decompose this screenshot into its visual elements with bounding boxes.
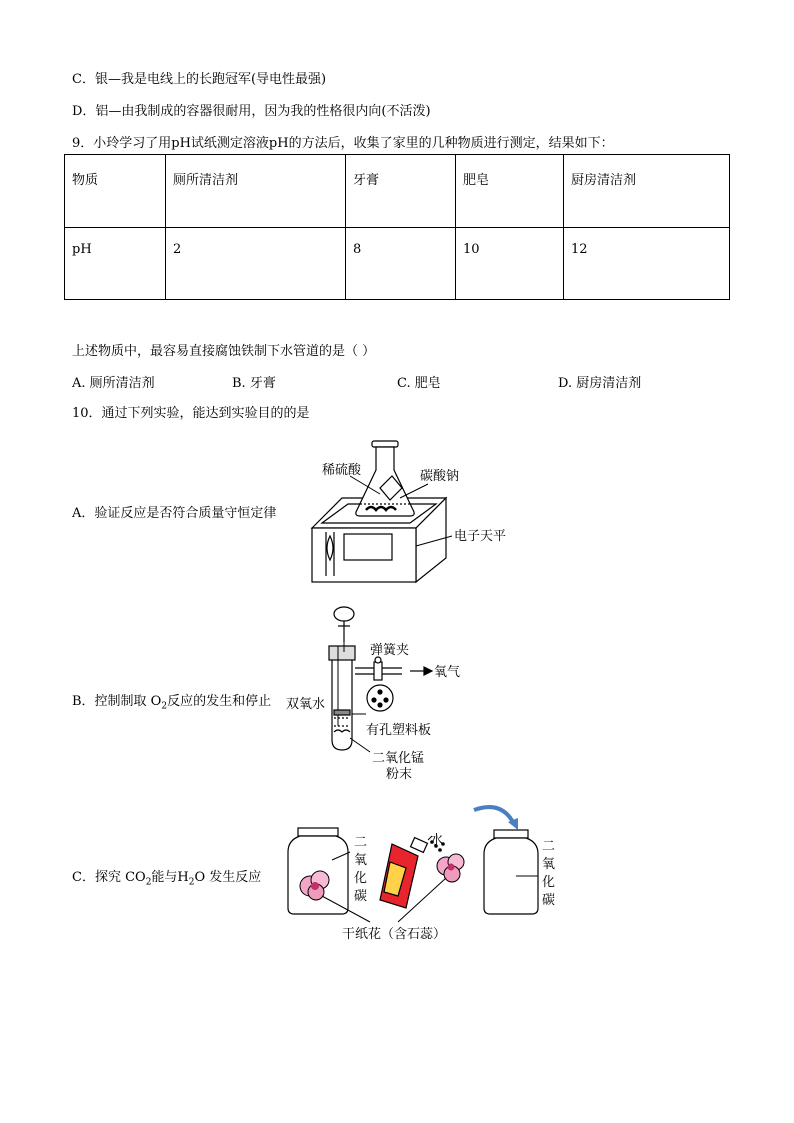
- separatory-funnel: [334, 607, 354, 642]
- curved-arrow-icon: [474, 807, 514, 824]
- q10-option-b-text: [72, 690, 271, 712]
- q9-question: 上述物质中，最容易直接腐蚀铁制下水管道的是（ ）: [72, 344, 376, 359]
- option-c-text-part: O 发生反应: [194, 870, 262, 885]
- subscript: 2: [188, 877, 195, 888]
- co2-experiment-diagram: [280, 800, 570, 948]
- co2-char: 氧: [542, 857, 556, 872]
- test-tube: [329, 642, 355, 750]
- label-perforated-plate: 有孔塑料板: [366, 723, 432, 738]
- paper-flower-icon: [437, 854, 464, 882]
- perforated-plate-icon: [367, 685, 393, 711]
- table-cell: 10: [456, 228, 564, 300]
- label-powder: 粉末: [386, 767, 413, 782]
- label-spring-clip: 弹簧夹: [370, 643, 410, 658]
- delivery-tube: [355, 657, 432, 680]
- table-cell: 12: [564, 228, 730, 300]
- table-cell: pH: [65, 228, 166, 300]
- test-tube-diagram: [282, 602, 482, 792]
- option-b-text-part: 反应的发生和停止: [167, 694, 272, 709]
- option-c-text-part: 能与H: [151, 870, 189, 885]
- co2-char: 二: [354, 835, 368, 850]
- table-row: [65, 155, 730, 228]
- label-carbon-dioxide-left: [354, 835, 367, 904]
- option-b-text-part: B．控制制取 O: [72, 694, 162, 709]
- table-header-cell: 牙膏: [346, 155, 456, 228]
- q9-stem: 9．小玲学习了用pH试纸测定溶液pH的方法后，收集了家里的几种物质进行测定，结果如下：: [72, 136, 614, 151]
- table-cell: 2: [166, 228, 346, 300]
- co2-char: 碳: [542, 893, 556, 908]
- q9-option-c: C. 肥皂: [397, 376, 441, 391]
- gas-jar-right: [484, 830, 538, 914]
- co2-char: 化: [542, 875, 556, 890]
- balance-diagram: [300, 436, 540, 586]
- co2-char: 氧: [354, 853, 368, 868]
- q9-option-a: A. 厕所清洁剂: [72, 376, 155, 391]
- q10-option-c-text: [72, 866, 261, 888]
- label-carbon-dioxide-right: [542, 839, 555, 908]
- co2-char: 化: [354, 871, 368, 886]
- ph-table: [64, 154, 730, 300]
- table-header-cell: 肥皂: [456, 155, 564, 228]
- subscript: 2: [161, 701, 168, 712]
- co2-char: 二: [542, 839, 556, 854]
- option-c-text-part: C．探究 CO: [72, 870, 146, 885]
- label-hydrogen-peroxide: 双氧水: [286, 697, 326, 712]
- co2-char: 碳: [354, 889, 368, 904]
- q10-stem: 10．通过下列实验，能达到实验目的的是: [72, 406, 310, 421]
- label-water: 水: [430, 833, 444, 848]
- spray-bottle-icon: [380, 838, 444, 908]
- table-header-cell: 厨房清洁剂: [564, 155, 730, 228]
- q9-option-b: B. 牙膏: [232, 376, 276, 391]
- table-cell: 8: [346, 228, 456, 300]
- label-dilute-sulfuric-acid: 稀硫酸: [322, 463, 362, 478]
- label-manganese-dioxide: 二氧化锰: [372, 751, 425, 766]
- q8-option-d: D．铝—由我制成的容器很耐用，因为我的性格很内向(不活泼): [72, 104, 431, 119]
- conical-flask: [356, 441, 414, 516]
- subscript: 2: [145, 877, 152, 888]
- q9-option-d: D. 厨房清洁剂: [558, 376, 642, 391]
- q8-option-c: C．银—我是电线上的长跑冠军(导电性最强): [72, 72, 327, 87]
- table-header-cell: 厕所清洁剂: [166, 155, 346, 228]
- table-header-cell: 物质: [65, 155, 166, 228]
- label-sodium-carbonate: 碳酸钠: [420, 469, 460, 484]
- label-electronic-balance: 电子天平: [454, 529, 507, 544]
- label-dry-paper-flower: 干纸花（含石蕊）: [342, 927, 447, 942]
- table-row: [65, 228, 730, 300]
- label-oxygen: 氧气: [434, 665, 461, 680]
- q10-option-a-text: A．验证反应是否符合质量守恒定律: [72, 506, 277, 521]
